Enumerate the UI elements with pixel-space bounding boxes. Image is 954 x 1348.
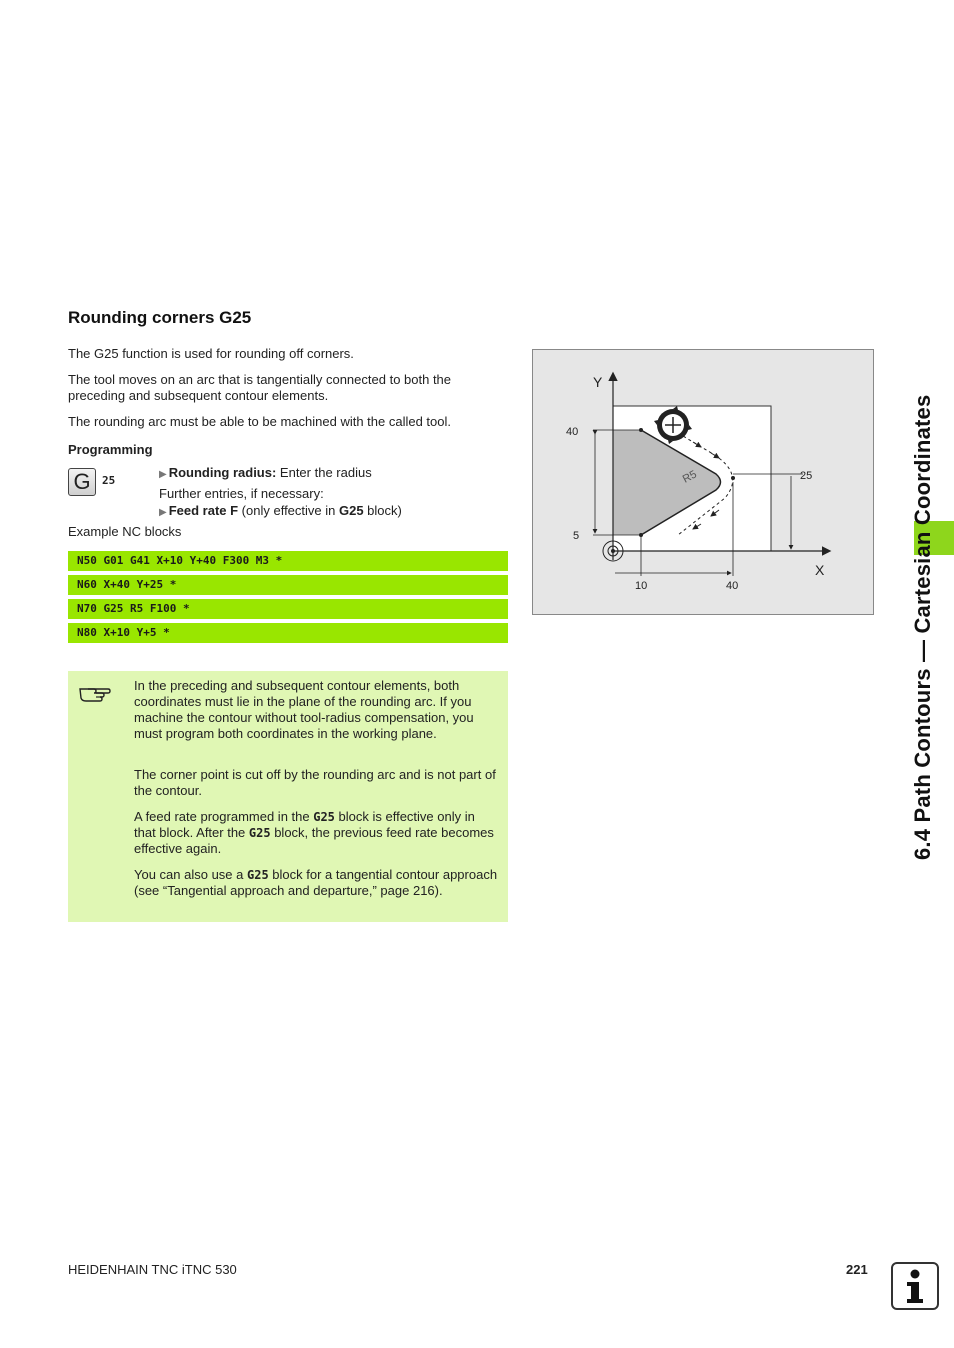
example-label: Example NC blocks [68, 524, 182, 539]
dim-label-x40: 40 [726, 580, 739, 592]
rounding-figure [532, 349, 874, 615]
info-icon [891, 1262, 939, 1310]
intro-paragraph: The tool moves on an arc that is tangentially connected to both the preceding and subsequent contour elements. [68, 372, 452, 403]
triangle-bullet-icon: ▶ [159, 507, 167, 518]
section-title: Rounding corners G25 [68, 308, 252, 327]
intro-paragraph: The G25 function is used for rounding off corners. [68, 346, 354, 361]
pointing-hand-icon [78, 681, 112, 710]
note-paragraph: A feed rate programmed in the G25 block is effective only in that block. After the G25 block, the previous feed rate becomes effective again. [134, 809, 494, 856]
nc-block: N80 X+10 Y+5 * [68, 623, 508, 643]
g-key-icon: G [68, 468, 96, 496]
entry-rounding-radius: ▶ Rounding radius: Enter the radius [159, 465, 372, 480]
note-paragraph: In the preceding and subsequent contour elements, both coordinates must lie in the plane of the rounding arc. If you machine the contour without tool-radius compensation, you must program both coordinates in the working plane. [134, 678, 474, 741]
g-key-number: 25 [102, 474, 116, 487]
dim-label-x10: 10 [635, 580, 648, 592]
programming-heading: Programming [68, 442, 153, 457]
chapter-sidebar-title: 6.4 Path Contours — Cartesian Coordinates [910, 394, 935, 860]
radius-label: R5 [680, 468, 699, 486]
y-axis-label: Y [593, 374, 603, 390]
dim-label-y5: 5 [573, 530, 580, 542]
dim-label-25: 25 [800, 470, 813, 482]
dim-label-y40: 40 [566, 426, 579, 438]
nc-block: N70 G25 R5 F100 * [68, 599, 508, 619]
intro-paragraph: The rounding arc must be able to be machined with the called tool. [68, 414, 452, 429]
further-entries-label: Further entries, if necessary: [159, 486, 324, 501]
x-axis-label: X [815, 562, 825, 578]
footer-product: HEIDENHAIN TNC iTNC 530 [68, 1262, 237, 1277]
note-paragraph: You can also use a G25 block for a tangential contour approach (see “Tangential approach and departure,” page 216). [134, 867, 498, 898]
nc-block: N60 X+40 Y+25 * [68, 575, 508, 595]
page-number: 221 [846, 1262, 868, 1277]
note-paragraph: The corner point is cut off by the rounding arc and is not part of the contour. [134, 767, 496, 798]
nc-block: N50 G01 G41 X+10 Y+40 F300 M3 * [68, 551, 508, 571]
entry-feed-rate: ▶ Feed rate F (only effective in G25 block) [159, 503, 402, 518]
triangle-bullet-icon: ▶ [159, 469, 167, 480]
